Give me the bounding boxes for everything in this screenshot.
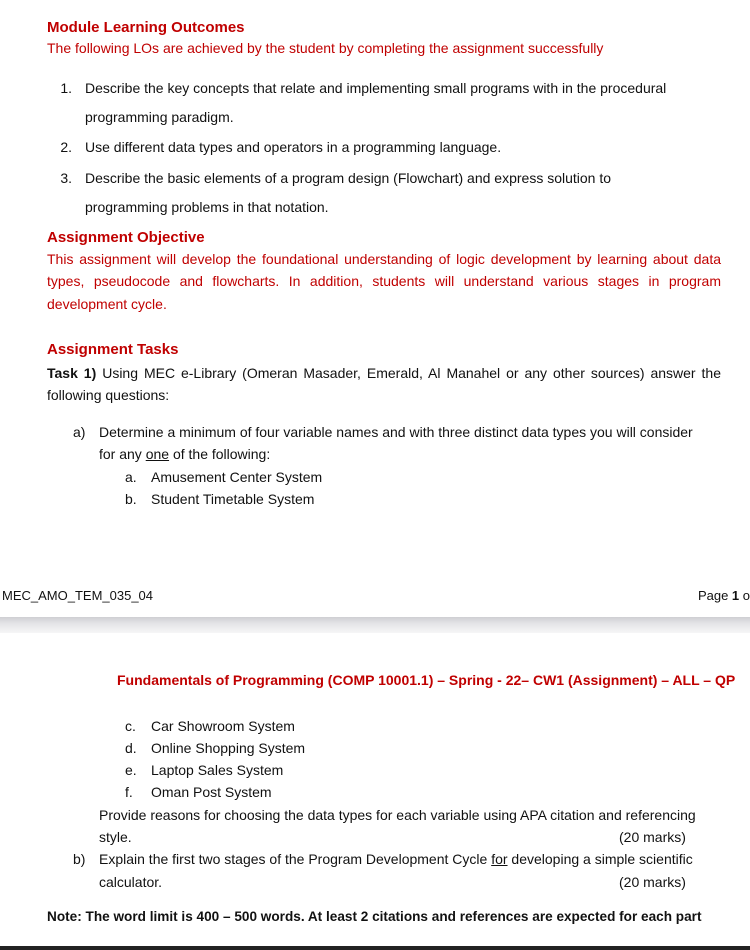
option-text: Car Showroom System [151,718,295,734]
page-bottom-edge [0,946,750,950]
objective-heading: Assignment Objective [47,229,205,246]
option-marker: d. [125,740,137,756]
module-outcomes-heading: Module Learning Outcomes [47,19,245,36]
list-number: 1. [60,80,72,96]
text-segment: for any [99,446,146,462]
part-a-text-continued [99,446,270,462]
page-separator [0,617,750,633]
objective-line: This assignment will develop the foundational understanding of logic development by learning about data [47,251,721,267]
list-number: 3. [60,170,72,186]
part-marker: a) [73,424,86,440]
option-marker: b. [125,491,137,507]
note: Note: The word limit is 400 – 500 words. At least 2 citations and references are expected for each part [47,909,702,924]
underlined-word: for [491,851,508,867]
option-text: Student Timetable System [151,491,315,507]
list-number: 2. [60,139,72,155]
text-segment: developing a simple scientific [507,851,693,867]
list-item-text-continued: programming paradigm. [85,109,234,125]
objective-line: development cycle. [47,296,167,312]
list-item-text: Describe the basic elements of a program design (Flowchart) and express solution to [85,170,612,186]
page-label-suffix: o [739,588,750,603]
task1-text: Using MEC e-Library (Omeran Masader, Emerald, Al Manahel or any other sources) answer the [96,365,721,381]
document-code: MEC_AMO_TEM_035_04 [2,588,154,603]
option-text: Laptop Sales System [151,762,284,778]
module-outcomes-intro: The following LOs are achieved by the student by completing the assignment successfully [47,40,604,56]
reasons-text: Provide reasons for choosing the data types for each variable using APA citation and referencing [99,807,696,823]
part-marker: b) [73,851,86,867]
objective-line: types, pseudocode and flowcharts. In addition, students will understand various stages in program [47,273,721,289]
part-b-text [99,851,693,867]
option-text: Oman Post System [151,784,272,800]
tasks-heading: Assignment Tasks [47,341,179,358]
marks-label: (20 marks) [619,874,686,890]
page-number [698,588,750,603]
list-item-text: Describe the key concepts that relate and implementing small programs with in the procedural [85,80,667,96]
option-marker: e. [125,762,137,778]
marks-label: (20 marks) [619,829,686,845]
page-label: Page [697,588,732,603]
option-marker: f. [125,784,133,800]
option-text: Amusement Center System [151,469,323,485]
task1-line [47,365,721,381]
task1-line-continued: following questions: [47,387,170,403]
page-header: Fundamentals of Programming (COMP 10001.1) – Spring - 22– CW1 (Assignment) – ALL – QP [117,672,736,688]
option-marker: a. [125,469,137,485]
part-b-text-continued: calculator. [99,874,163,890]
list-item-text-continued: programming problems in that notation. [85,199,329,215]
list-item-text: Use different data types and operators in a programming language. [85,139,502,155]
page-num-value: 1 [731,588,740,603]
option-marker: c. [125,718,136,734]
task1-label: Task 1) [47,365,97,381]
reasons-text-continued: style. [99,829,132,845]
text-segment: Explain the first two stages of the Program Development Cycle [99,851,492,867]
text-segment: of the following: [169,446,271,462]
underlined-word: one [145,446,170,462]
option-text: Online Shopping System [151,740,306,756]
part-a-text: Determine a minimum of four variable names and with three distinct data types you will consider [99,424,693,440]
